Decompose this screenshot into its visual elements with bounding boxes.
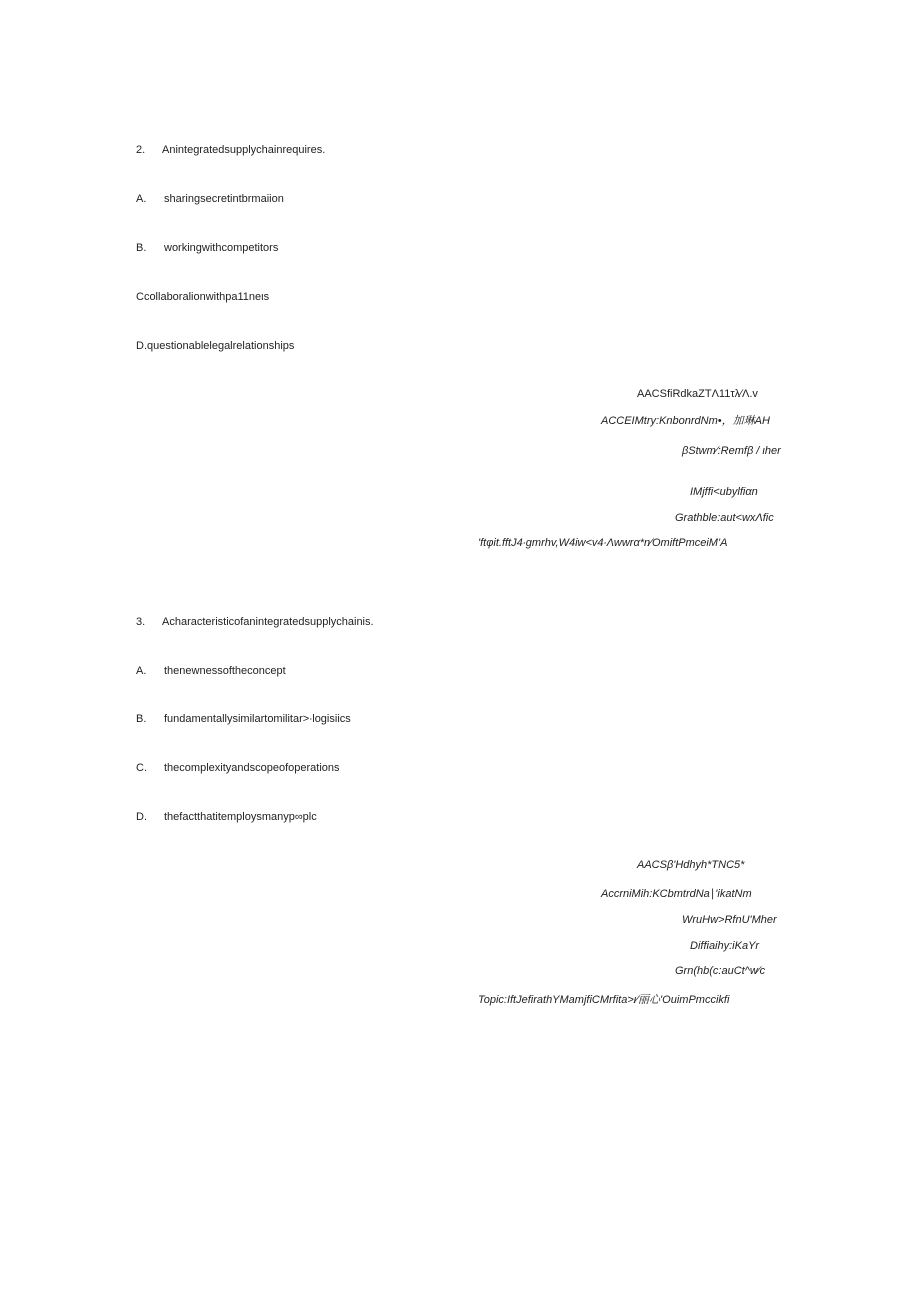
question-3-option-d	[136, 810, 317, 824]
question-2-option-d	[136, 339, 294, 353]
question-3-stem	[136, 615, 374, 629]
question-3-meta-aacsb: AACSβ'Hdhyh*TNC5*	[637, 859, 745, 871]
option-text: workingwithcompetitors	[164, 242, 279, 254]
question-3-option-c	[136, 761, 340, 775]
question-2-option-b	[136, 241, 278, 255]
option-letter: C.	[136, 762, 147, 774]
question-2-meta-topic: 'ftφit.fftJ4∙gmrhv,W4iw<v4∙Λwwrα*n∕OmiftPmceiM'A	[478, 537, 728, 549]
option-letter: A.	[136, 193, 147, 205]
question-2-meta-aacsb: AACSfiRdkaZTΛ11τλ∕Λ.v	[637, 388, 758, 400]
option-letter: B.	[136, 242, 147, 254]
question-2-meta-learning-objective: βStwm∕:Remfβ / ιher	[682, 445, 781, 457]
option-text: thefactthatitemploysmanyp∞plc	[164, 811, 317, 823]
question-text: Anintegratedsupplychainrequires.	[162, 144, 326, 156]
question-2-option-c	[136, 290, 269, 304]
option-text: thecomplexityandscopeofoperations	[164, 762, 340, 774]
question-3-option-a	[136, 664, 286, 678]
option-letter: D.	[136, 811, 147, 823]
question-number: 3.	[136, 616, 146, 628]
question-text: Acharacteristicofanintegratedsupplychainis.	[162, 616, 374, 628]
question-3-meta-topic: Topic:IftJefirathYMamjfiCMrfita>ι∕丽心'OuimPmccikfi	[478, 994, 730, 1006]
option-letter: B.	[136, 713, 147, 725]
option-text: fundamentallysimilartomilitar>∙logisiics	[164, 713, 351, 725]
option-text: thenewnessoftheconcept	[164, 665, 286, 677]
question-3-meta-difficulty: Diffiaihy:iKaYr	[690, 940, 760, 952]
question-number: 2.	[136, 144, 146, 156]
question-2-meta-accreditation: ACCEIMtry:KnbonrdNm•，加琳AH	[601, 415, 770, 427]
question-3-meta-accreditation: AccrniMih:KCbmtrdNa∣'ikatNm	[601, 888, 752, 900]
question-2-meta-gradable: Grathble:aut<wxΛfic	[675, 512, 774, 524]
option-text: D.questionablelegalrelationships	[136, 340, 295, 352]
option-letter: A.	[136, 665, 147, 677]
option-text: Ccollaboralionwithpa11neιs	[136, 291, 270, 303]
question-2-option-a	[136, 192, 284, 206]
question-3-meta-learning-objective: WruHw>RfnU'Mher	[682, 914, 777, 926]
option-text: sharingsecretintbrmaiion	[164, 193, 284, 205]
question-2-meta-difficulty: IMjffi<ubylfiαn	[690, 486, 758, 498]
question-3-option-b	[136, 712, 351, 726]
question-3-meta-gradable: Grn(hb(c:auCt^w∕c	[675, 965, 766, 977]
question-2-stem	[136, 143, 325, 157]
